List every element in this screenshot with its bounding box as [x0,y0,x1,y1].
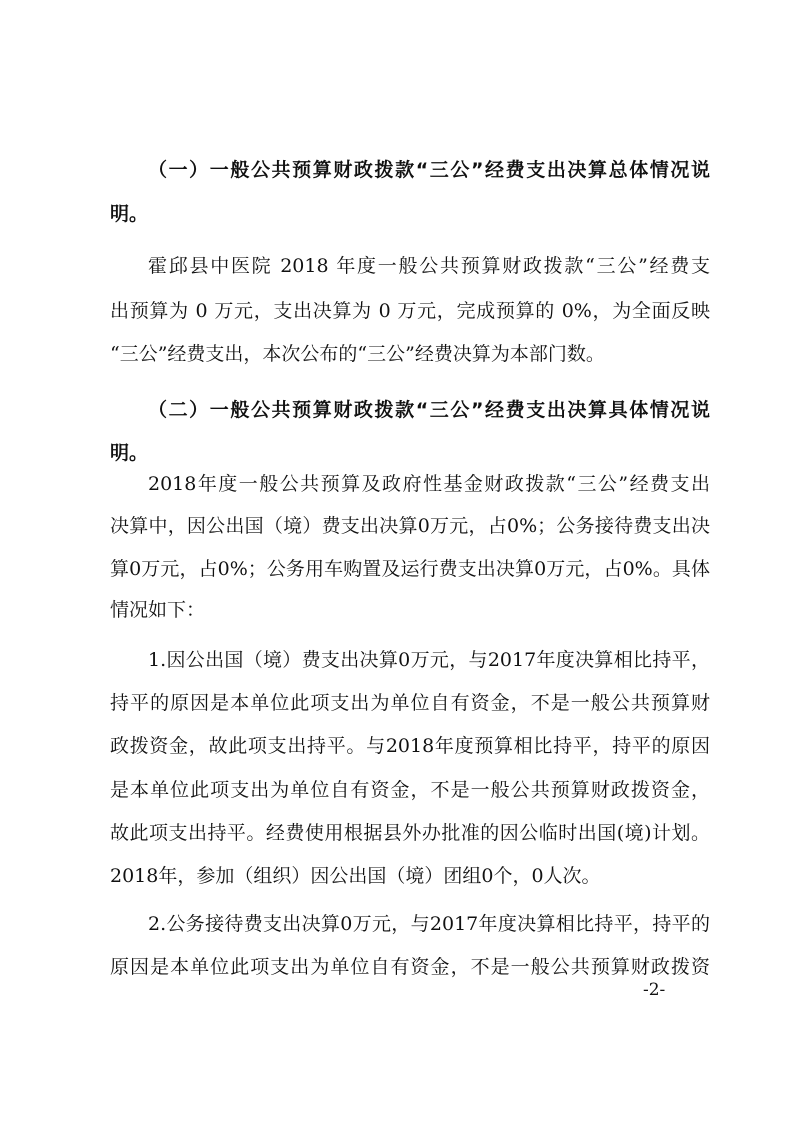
item1-line-6: 2018年，参加（组织）因公出国（境）团组0个，0人次。 [110,865,601,887]
item1-line-1: 1.因公出国（境）费支出决算0万元，与2017年度决算相比持平， [148,649,710,671]
item1-line-5: 故此项支出持平。经费使用根据县外办批准的因公临时出国(境)计划。 [110,822,710,844]
section2-heading-line-2: 明。 [110,442,149,464]
section1-body-line-2: 出预算为 0 万元，支出决算为 0 万元，完成预算的 0%，为全面反映 [110,300,710,322]
item1-line-4: 是本单位此项支出为单位自有资金，不是一般公共预算财政拨资金， [110,779,710,801]
page-number: -2- [643,980,666,1000]
section2-heading-line-1: （二）一般公共预算财政拨款“三公”经费支出决算具体情况说 [148,399,710,421]
section1-heading-line-2: 明。 [110,203,149,225]
section1-body-line-3: “三公”经费支出，本次公布的“三公”经费决算为本部门数。 [110,343,605,365]
section2-intro-line-2: 决算中，因公出国（境）费支出决算0万元，占0%；公务接待费支出决 [110,515,710,537]
item1-line-2: 持平的原因是本单位此项支出为单位自有资金，不是一般公共预算财 [110,692,710,714]
section2-intro-line-3: 算0万元，占0%；公务用车购置及运行费支出决算0万元，占0%。具体 [110,558,710,580]
section1-heading-line-1: （一）一般公共预算财政拨款“三公”经费支出决算总体情况说 [148,159,710,181]
item2-line-1: 2.公务接待费支出决算0万元，与2017年度决算相比持平，持平的 [148,913,710,935]
section2-intro-line-4: 情况如下： [110,599,206,621]
item2-line-2: 原因是本单位此项支出为单位自有资金，不是一般公共预算财政拨资 [110,956,710,978]
section2-intro-line-1: 2018年度一般公共预算及政府性基金财政拨款“三公”经费支出 [148,473,710,495]
item1-line-3: 政拨资金，故此项支出持平。与2018年度预算相比持平，持平的原因 [110,735,710,757]
section1-body-line-1: 霍邱县中医院 2018 年度一般公共预算财政拨款“三公”经费支 [148,255,710,277]
